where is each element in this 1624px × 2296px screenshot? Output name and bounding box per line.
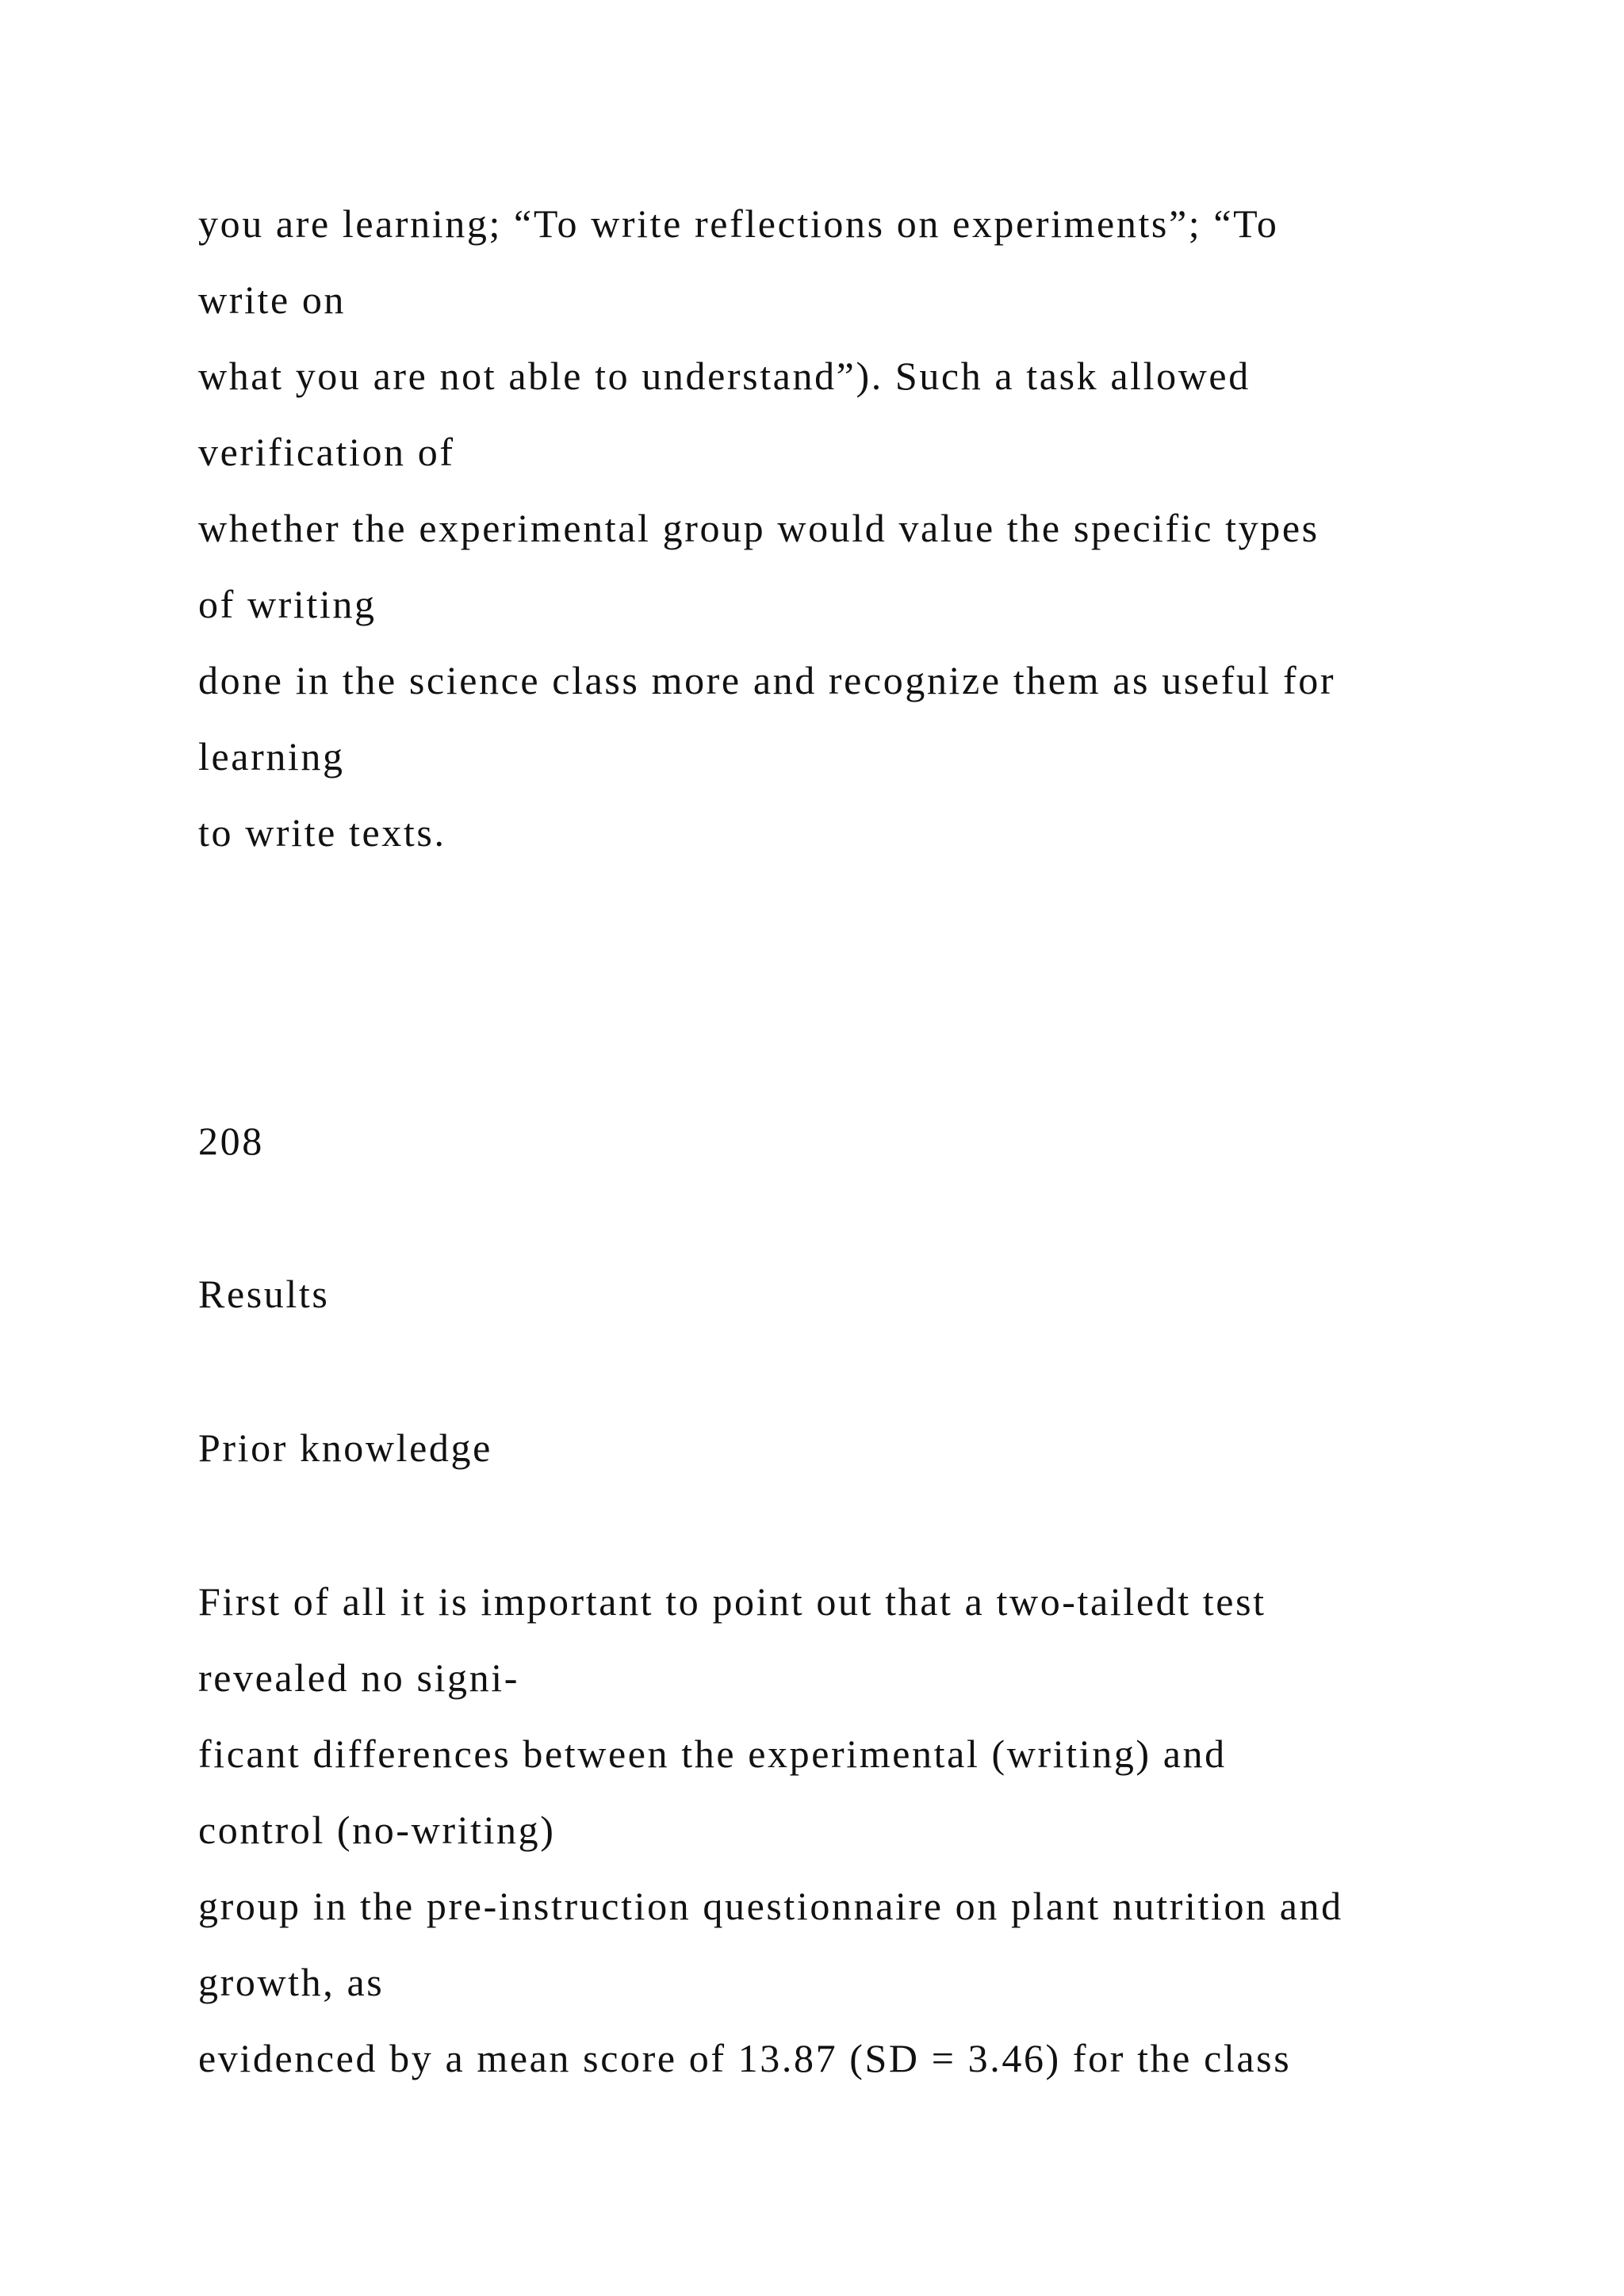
paragraph-line: control (no-writing) [198, 1808, 556, 1852]
paragraph-line: learning [198, 734, 345, 779]
section-heading: Results [198, 1272, 330, 1316]
paragraph-line: verification of [198, 430, 455, 474]
paragraph-line: of writing [198, 582, 377, 626]
paragraph-line: group in the pre-instruction questionnaire on plant nutrition and [198, 1884, 1343, 1928]
page-number: 208 [198, 1119, 264, 1163]
paragraph-line: to write texts. [198, 810, 446, 855]
paragraph-line: ficant differences between the experimental (writing) and [198, 1732, 1227, 1776]
paragraph-line: evidenced by a mean score of 13.87 (SD = 3.46) for the class [198, 2036, 1292, 2080]
paragraph-line: revealed no signi- [198, 1655, 520, 1700]
paragraph-line: done in the science class more and recognize them as useful for [198, 658, 1336, 702]
paragraph-line: you are learning; “To write reflections on experiments”; “To [198, 201, 1279, 246]
paragraph-line: write on [198, 277, 347, 322]
subsection-heading: Prior knowledge [198, 1425, 492, 1470]
paragraph-line: First of all it is important to point out that a two-tailedt test [198, 1579, 1266, 1624]
paragraph-line: whether the experimental group would value the specific types [198, 506, 1320, 550]
paragraph-line: what you are not able to understand”). Such a task allowed [198, 354, 1251, 398]
paragraph-line: growth, as [198, 1960, 385, 2004]
